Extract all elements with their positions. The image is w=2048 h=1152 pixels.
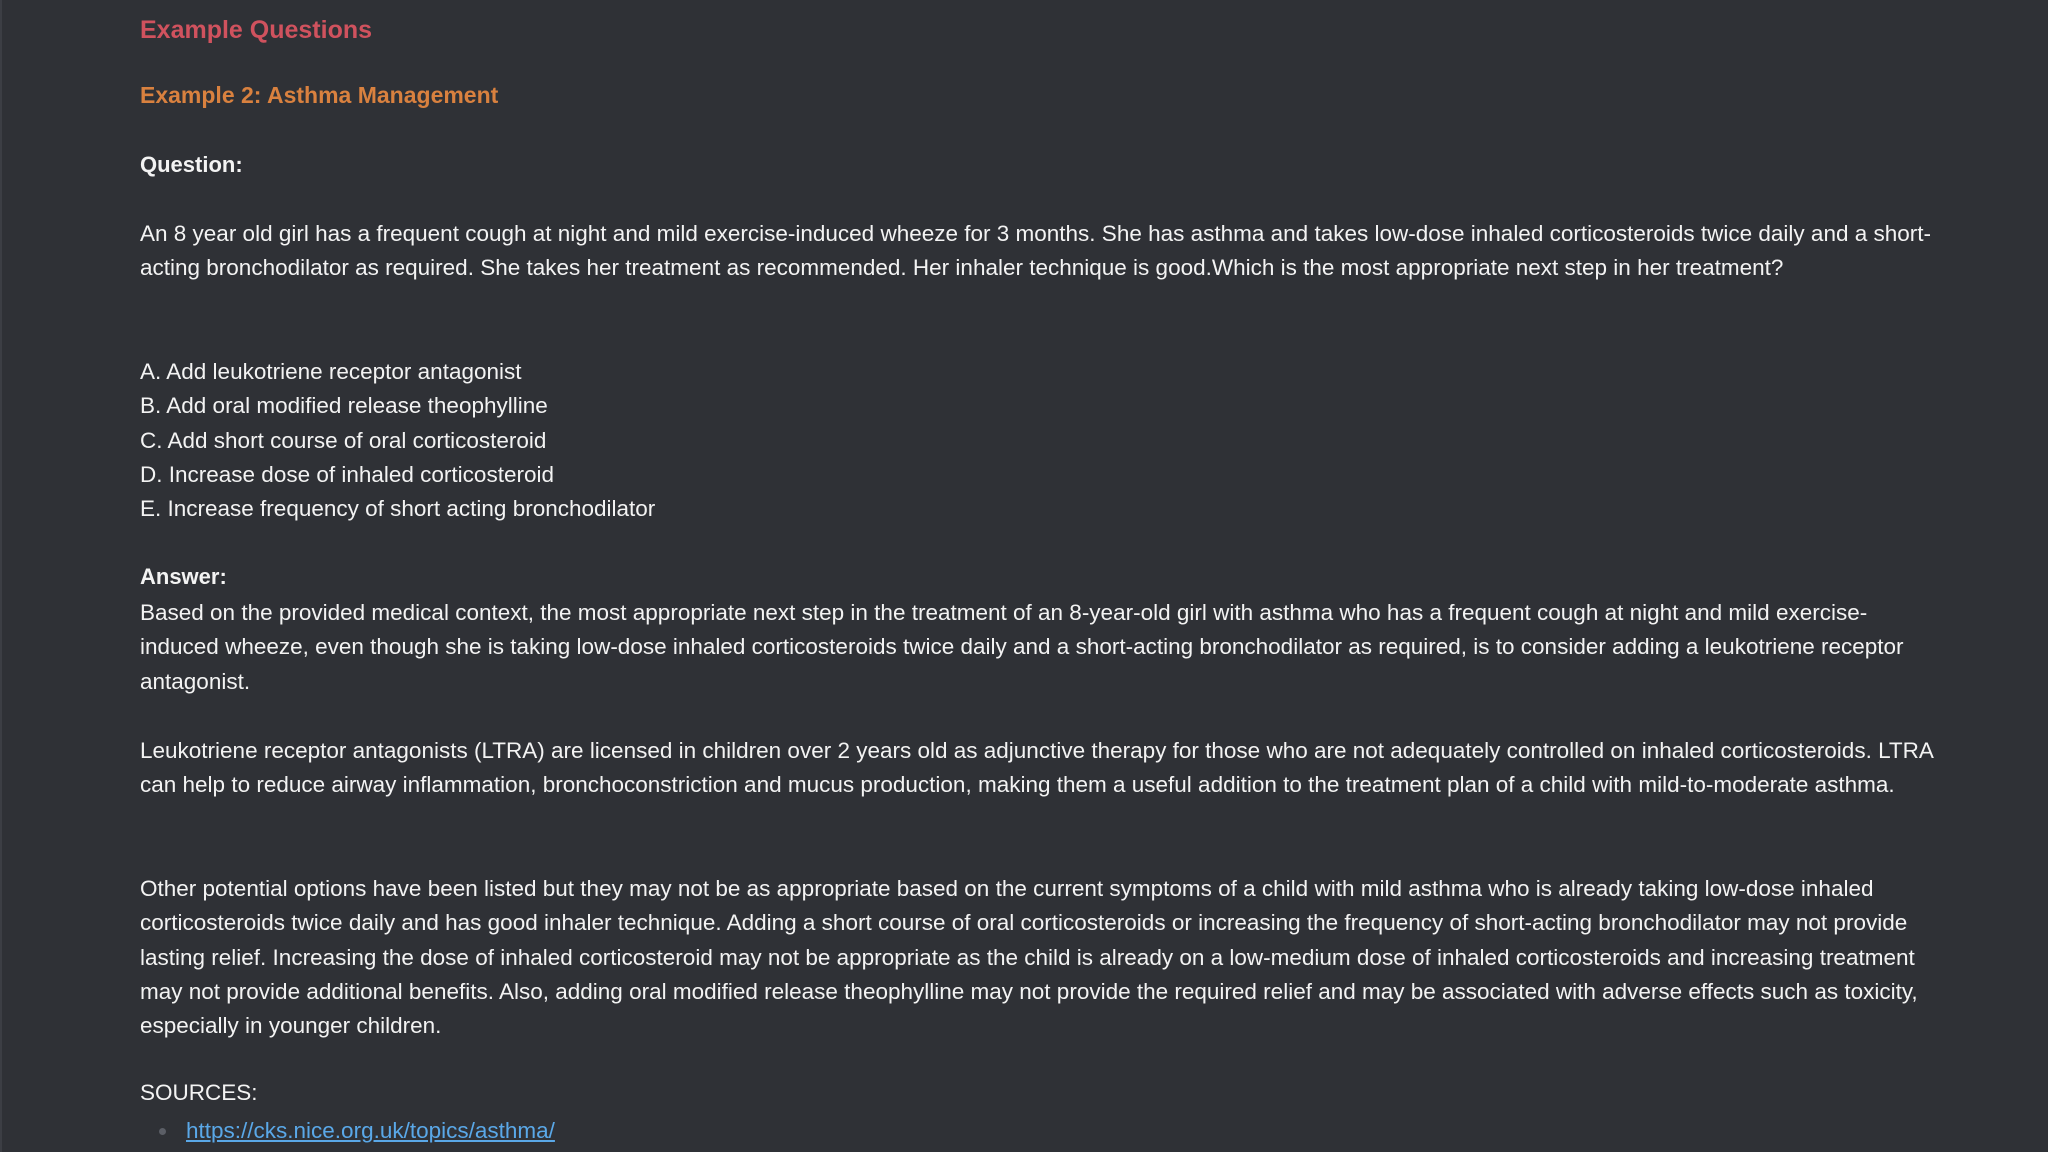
option-b: B. Add oral modified release theophylline xyxy=(140,393,548,419)
bullet-dot-icon xyxy=(159,1128,166,1135)
answer-paragraph-2: Leukotriene receptor antagonists (LTRA) are licensed in children over 2 years old as adjunctive therapy for those who are not adequately controlled on inhaled corticosteroids. LTRA can help to reduce airway inflammation, bronchoconstriction and mucus production, making them a useful addition to the treatment plan of a child with mild-to-moderate asthma. xyxy=(140,738,1933,798)
sources-label: SOURCES: xyxy=(140,1080,258,1105)
option-c: C. Add short course of oral corticosteroid xyxy=(140,427,547,453)
question-label: Question: xyxy=(140,152,243,177)
option-a: A. Add leukotriene receptor antagonist xyxy=(140,359,522,384)
example-title: Example 2: Asthma Management xyxy=(140,82,499,108)
answer-options-list xyxy=(140,355,655,526)
source-item xyxy=(140,1114,555,1148)
sources-list xyxy=(140,1114,555,1148)
section-title: Example Questions xyxy=(140,16,373,44)
question-text: An 8 year old girl has a frequent cough at night and mild exercise-induced wheeze for 3 months. She has asthma and takes low-dose inhaled corticosteroids twice daily and a short-acting bronchodilator as required. She takes her treatment as recommended. Her inhaler technique is good.Which is the most appropriate next step in her treatment? xyxy=(140,221,1932,281)
answer-label: Answer: xyxy=(140,564,227,589)
source-link[interactable]: https://cks.nice.org.uk/topics/asthma/ xyxy=(186,1118,555,1143)
option-d: D. Increase dose of inhaled corticosteroid xyxy=(140,461,554,487)
answer-paragraph-1: Based on the provided medical context, the most appropriate next step in the treatment of an 8-year-old girl with asthma who has a frequent cough at night and mild exercise-induced wheeze, even though she is taking low-dose inhaled corticosteroids twice daily and a short-acting bronchodilator as required, is to consider adding a leukotriene receptor antagonist. xyxy=(140,600,1904,694)
window-left-border xyxy=(0,0,2,1152)
option-e: E. Increase frequency of short acting bronchodilator xyxy=(140,496,656,522)
answer-paragraph-3: Other potential options have been listed but they may not be as appropriate based on the current symptoms of a child with mild asthma who is already taking low-dose inhaled corticosteroids twice daily and has good inhaler technique. Adding a short course of oral corticosteroids or increasing the frequency of short-acting bronchodilator may not provide lasting relief. Increasing the dose of inhaled corticosteroid may not be appropriate as the child is already on a low-medium dose of inhaled corticosteroids and increasing treatment may not provide additional benefits. Also, adding oral modified release theophylline may not provide the required relief and may be associated with adverse effects such as toxicity, especially in younger children. xyxy=(140,876,1918,1039)
